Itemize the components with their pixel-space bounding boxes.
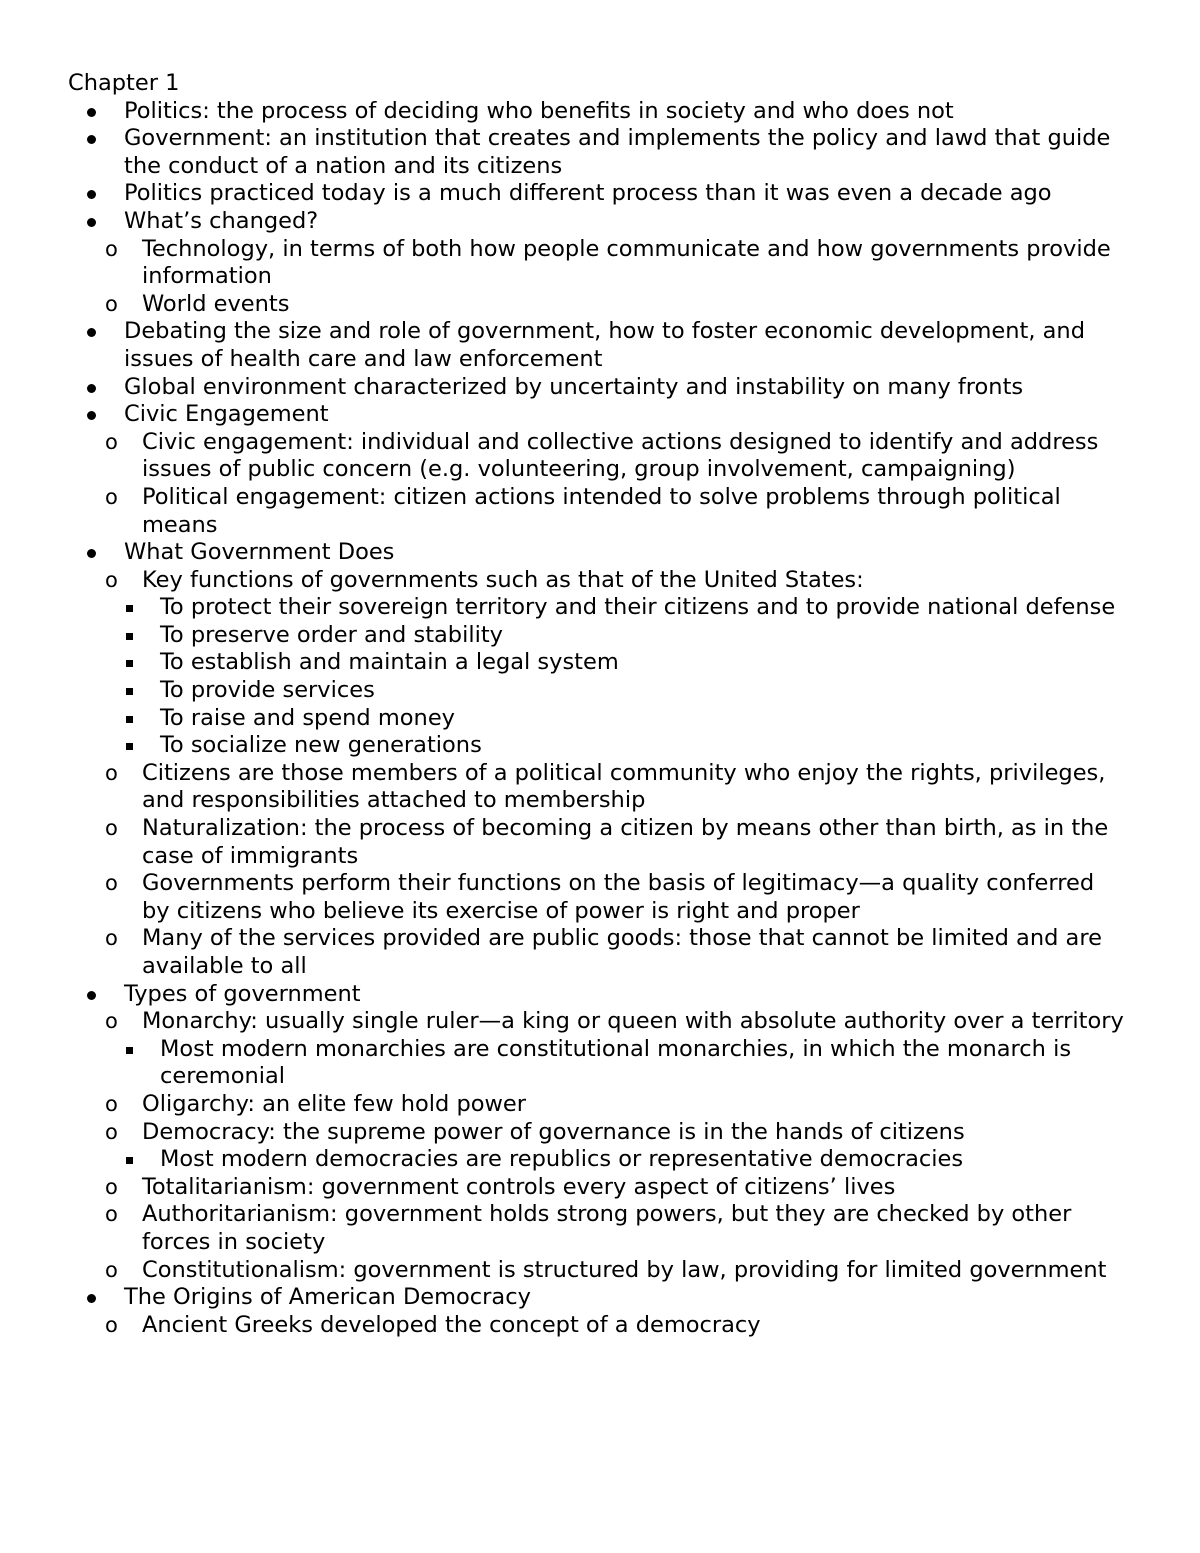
outline-item-text: Constitutionalism: government is structured by law, providing for limited government [142,1256,1107,1283]
outline-item-text: Oligarchy: an elite few hold power [142,1090,527,1117]
outline-item-level-2: o Governments perform their functions on the basis of legitimacy—a quality conferred by citizens who believe its exercise of power is right and proper [105,870,1095,924]
outline-item-level-1 [0,208,1139,236]
outline-item-level-2: o Political engagement: citizen actions intended to solve problems through political means [105,483,1061,538]
outline-item-level-2: o Constitutionalism: government is structured by law, providing for limited government [105,1256,1107,1283]
outline-item-text: Political engagement: citizen actions intended to solve problems through political means [142,483,1061,538]
outline-item-text: Most modern monarchies are constitutional monarchies, in which the monarch is ceremonial [160,1035,1072,1090]
outline-item-level-1 [0,98,1139,126]
outline-item-text: What Government Does [124,539,395,566]
outline-item-level-1 [0,981,1139,1009]
outline-item-text: To establish and maintain a legal system [160,649,619,676]
outline-item-text: Civic Engagement [124,401,329,428]
outline-item-level-3 [0,622,1120,650]
outline-item-text: To provide services [160,677,375,704]
outline-item-level-2: o Democracy: the supreme power of governance is in the hands of citizens [105,1118,965,1145]
outline-item-text: Governments perform their functions on the basis of legitimacy—a quality conferred by citizens who believe its exercise of power is right and proper [142,870,1095,924]
outline-item-level-2: o Citizens are those members of a political community who enjoy the rights, privileges, and responsibilities attached to membership [105,759,1106,814]
chapter-heading: Chapter 1 [68,70,180,96]
outline-item-level-3 [0,1146,1120,1174]
outline-item-text: Technology, in terms of both how people communicate and how governments provide information [142,235,1111,290]
outline-item-level-1 [0,1284,1139,1312]
outline-item-text: To raise and spend money [160,704,455,731]
outline-item-level-1 [0,318,1139,373]
outline-item-text: Citizens are those members of a political community who enjoy the rights, privileges, and responsibilities attached to membership [142,759,1106,814]
outline-item-text: Politics: the process of deciding who benefits in society and who does not [124,97,954,124]
outline-item-text: Civic engagement: individual and collective actions designed to identify and address issues of public concern (e.g. volunteering, group involvement, campaigning) [142,428,1099,483]
outline-item-text: Types of government [124,980,361,1007]
outline-item-text: Politics practiced today is a much different process than it was even a decade ago [124,180,1052,207]
outline-item-text: Naturalization: the process of becoming a citizen by means other than birth, as in the case of immigrants [142,815,1109,869]
outline-list [0,98,1200,1340]
document-page [0,70,1200,1339]
outline-item-text: What’s changed? [124,207,319,234]
outline-item-level-2: o Oligarchy: an elite few hold power [105,1090,527,1117]
outline-item-level-3 [0,677,1120,705]
outline-item-level-3 [0,705,1120,733]
outline-item-level-2: o Key functions of governments such as that of the United States: [105,566,864,593]
outline-item-level-2: o Naturalization: the process of becoming a citizen by means other than birth, as in the case of immigrants [105,815,1109,869]
outline-item-text: Totalitarianism: government controls every aspect of citizens’ lives [142,1173,896,1200]
outline-item-text: Key functions of governments such as that of the United States: [142,566,864,593]
outline-item-text: Authoritarianism: government holds strong powers, but they are checked by other forces in society [142,1201,1072,1255]
outline-item-level-2: o Many of the services provided are public goods: those that cannot be limited and are available to all [105,925,1102,979]
outline-item-level-1 [0,125,1139,180]
outline-item-level-3 [0,649,1120,677]
outline-item-level-1 [0,374,1139,402]
outline-item-text: Debating the size and role of government, how to foster economic development, and issues of health care and law enforcement [124,318,1085,372]
outline-item-level-2: o Technology, in terms of both how people communicate and how governments provide information [105,235,1111,290]
outline-item-text: Monarchy: usually single ruler—a king or queen with absolute authority over a territory [142,1008,1124,1035]
outline-item-level-1 [0,539,1139,567]
outline-item-text: World events [142,290,290,317]
outline-item-level-3 [0,1036,1120,1091]
outline-item-text: To socialize new generations [160,732,482,759]
outline-item-level-2: o Authoritarianism: government holds strong powers, but they are checked by other forces in society [105,1201,1072,1255]
outline-item-level-2: o Ancient Greeks developed the concept of a democracy [105,1311,761,1338]
outline-item-level-2: o Totalitarianism: government controls every aspect of citizens’ lives [105,1173,896,1200]
outline-item-level-1 [0,401,1139,429]
outline-item-level-3 [0,594,1120,622]
outline-item-level-1 [0,180,1139,208]
outline-item-text: To protect their sovereign territory and their citizens and to provide national defense [160,594,1116,621]
outline-item-text: Government: an institution that creates and implements the policy and lawd that guide the conduct of a nation and its citizens [124,125,1111,179]
outline-item-level-2: o Civic engagement: individual and collective actions designed to identify and address issues of public concern (e.g. volunteering, group involvement, campaigning) [105,428,1099,483]
outline-item-text: Democracy: the supreme power of governance is in the hands of citizens [142,1118,965,1145]
outline-item-level-2: o Monarchy: usually single ruler—a king or queen with absolute authority over a territory [105,1008,1124,1035]
outline-item-text: Global environment characterized by uncertainty and instability on many fronts [124,373,1024,400]
outline-item-text: Ancient Greeks developed the concept of a democracy [142,1311,761,1338]
outline-item-level-3 [0,732,1120,760]
outline-item-text: The Origins of American Democracy [124,1284,531,1311]
outline-item-text: To preserve order and stability [160,621,503,648]
outline-item-level-2: o World events [105,290,290,317]
outline-item-text: Many of the services provided are public goods: those that cannot be limited and are available to all [142,925,1102,979]
outline-item-text: Most modern democracies are republics or representative democracies [160,1146,964,1173]
